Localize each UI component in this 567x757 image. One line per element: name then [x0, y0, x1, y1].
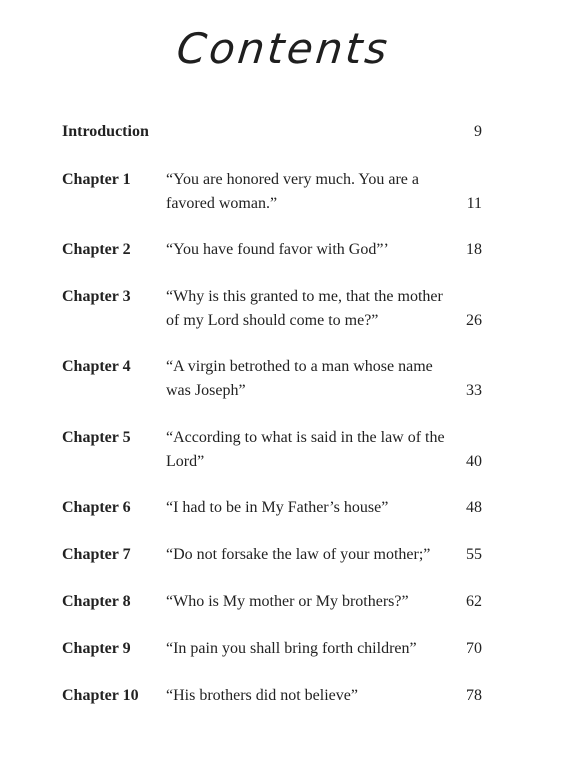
toc-chapter-title [166, 543, 466, 567]
toc-page-number: 70 [466, 640, 482, 657]
toc-page-number: 33 [466, 382, 482, 399]
toc-label: Chapter 2 [62, 241, 131, 258]
toc-label: Chapter 5 [62, 429, 131, 446]
toc-page-number: 78 [466, 687, 482, 704]
toc-label: Chapter 1 [62, 171, 131, 188]
toc-page-number: 9 [474, 123, 482, 140]
page-title: Contents [174, 24, 393, 73]
toc-title-line: “According to what is said in the law of the [166, 429, 445, 446]
toc-label: Introduction [62, 123, 149, 140]
toc-chapter-title [166, 590, 466, 614]
toc-title-line: “Who is My mother or My brothers?” [166, 593, 409, 610]
toc-title-line: favored woman.” [166, 195, 278, 212]
toc-title-line: was Joseph” [166, 382, 246, 399]
toc-page-number: 11 [466, 195, 482, 212]
toc-label: Chapter 10 [62, 687, 139, 704]
toc-chapter-title [166, 496, 466, 520]
toc-page-number: 18 [466, 241, 482, 258]
toc-chapter-title [166, 238, 466, 262]
toc-page-number: 40 [466, 453, 482, 470]
toc-label: Chapter 9 [62, 640, 131, 657]
toc-label: Chapter 8 [62, 593, 131, 610]
toc-chapter-title [166, 285, 466, 333]
toc-title-line: of my Lord should come to me?” [166, 312, 379, 329]
toc-chapter-title [166, 637, 466, 661]
toc-title-line: “You are honored very much. You are a [166, 171, 419, 188]
toc-title-line: Lord” [166, 453, 205, 470]
toc-chapter-title [166, 168, 466, 216]
toc-label: Chapter 4 [62, 358, 131, 375]
toc-title-line: “His brothers did not believe” [166, 687, 358, 704]
toc-page-number: 26 [466, 312, 482, 329]
toc-chapter-title [166, 355, 466, 403]
toc-title-line: “A virgin betrothed to a man whose name [166, 358, 433, 375]
toc-title-line: “In pain you shall bring forth children” [166, 640, 417, 657]
toc-title-line: “Do not forsake the law of your mother;” [166, 546, 431, 563]
toc-label: Chapter 6 [62, 499, 131, 516]
toc-page-number: 62 [466, 593, 482, 610]
toc-title-line: “You have found favor with God”’ [166, 241, 389, 258]
toc-page-number: 55 [466, 546, 482, 563]
toc-chapter-title [166, 684, 466, 708]
toc-label: Chapter 3 [62, 288, 131, 305]
toc-chapter-title [166, 426, 466, 474]
toc-title-line: “Why is this granted to me, that the mother [166, 288, 443, 305]
toc-page-number: 48 [466, 499, 482, 516]
toc-label: Chapter 7 [62, 546, 131, 563]
toc-title-line: “I had to be in My Father’s house” [166, 499, 389, 516]
